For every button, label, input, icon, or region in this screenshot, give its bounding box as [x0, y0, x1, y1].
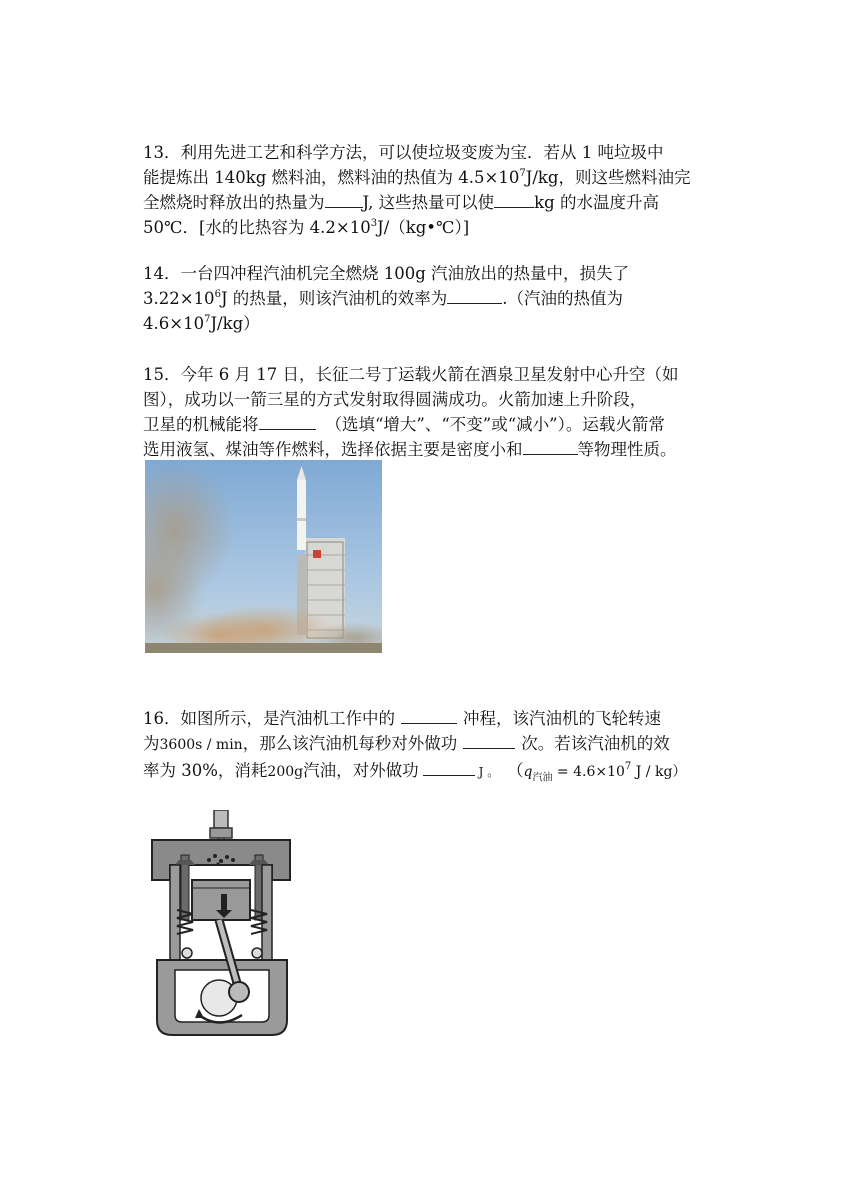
q13-text-4a: 50℃．[水的比热容为 4.2×10 [143, 218, 371, 237]
q15-text-3b: （选填“增大”、“不变”或“减小”）。运载火箭常 [325, 415, 665, 434]
four-stroke-engine-illustration [147, 810, 297, 1040]
q13-line-3 [143, 190, 733, 215]
q16-text-2a: 为 [143, 734, 160, 753]
q16-exponent: 7 [624, 761, 632, 772]
q15-line-2 [143, 387, 743, 412]
q16-speed: 3600s / min [159, 737, 243, 753]
question-16 [143, 706, 743, 785]
q13-line-1 [143, 140, 733, 165]
q15-text-2: 图），成功以一箭三星的方式发射取得圆满成功。火箭加速上升阶段， [143, 390, 647, 409]
q15-line-4 [143, 437, 743, 462]
q13-text-4b: J/（kg•℃）] [377, 218, 470, 237]
engine-diagram [147, 810, 297, 1040]
question-13 [143, 140, 733, 240]
q16-line-1 [143, 706, 743, 731]
q14-line-2 [143, 286, 733, 311]
q16-text-3g: J / kg） [631, 764, 687, 780]
q13-text-2: 能提炼出 140kg 燃料油，燃料油的热值为 4.5×10 [143, 168, 520, 187]
q16-text-3f: = 4.6×10 [552, 764, 625, 780]
q16-mass: 200g [267, 764, 304, 780]
question-15 [143, 362, 743, 462]
q14-text-3b: J/kg） [210, 314, 260, 333]
q13-line-2 [143, 165, 733, 190]
q15-blank-property[interactable] [523, 437, 578, 455]
q14-line-3 [143, 311, 733, 336]
q15-text-1: 15．今年 6 月 17 日，长征二号丁运载火箭在酒泉卫星发射中心升空（如 [143, 365, 679, 384]
q14-text-2c: .（汽油的热值为 [502, 289, 624, 308]
q16-text-2c: ，那么该汽油机每秒对外做功 [242, 734, 458, 753]
q13-text-1: 13．利用先进工艺和科学方法，可以使垃圾变废为宝．若从 1 吨垃圾中 [143, 143, 664, 162]
q13-blank-mass[interactable] [494, 190, 534, 208]
q16-text-3a: 率为 30%，消耗 [143, 761, 268, 780]
q13-text-2b: J/kg，则这些燃料油完 [525, 168, 691, 187]
q14-exponent-2: 7 [204, 314, 211, 325]
q16-blank-stroke[interactable] [401, 706, 457, 724]
q13-text-3a: 全燃烧时释放出的热量为 [143, 193, 325, 212]
q15-text-3a: 卫星的机械能将 [143, 415, 259, 434]
q13-text-3b: J, 这些热量可以使 [362, 193, 495, 212]
q16-symbol-sub: 汽油 [532, 772, 553, 784]
q16-blank-work-count[interactable] [463, 731, 515, 749]
q15-line-1 [143, 362, 743, 387]
q13-text-3c: kg 的水温度升高 [534, 193, 659, 212]
q16-text-1b: 冲程，该汽油机的飞轮转速 [463, 709, 661, 728]
q16-blank-work[interactable] [423, 758, 475, 776]
q13-line-4 [143, 215, 733, 240]
q14-blank-efficiency[interactable] [447, 286, 502, 304]
q16-text-3d: J 。 [478, 765, 500, 779]
q16-line-3 [143, 758, 743, 785]
q16-text-3c: 汽油，对外做功 [303, 761, 419, 780]
rocket-launch-photo [145, 460, 382, 653]
q14-text-1: 14．一台四冲程汽油机完全燃烧 100g 汽油放出的热量中，损失了 [143, 264, 630, 283]
q15-text-4a: 选用液氢、煤油等作燃料，选择依据主要是密度小和 [143, 440, 523, 459]
rocket-launch-illustration [145, 460, 382, 653]
q15-text-4b: 等物理性质。 [577, 440, 677, 459]
q13-exponent-2: 3 [370, 218, 378, 229]
q15-blank-energy[interactable] [259, 412, 316, 430]
q16-line-2 [143, 731, 743, 758]
q15-line-3 [143, 412, 743, 437]
q14-text-2a: 3.22×10 [143, 289, 215, 308]
q14-text-2b: J 的热量，则该汽油机的效率为 [220, 289, 448, 308]
q14-text-3a: 4.6×10 [143, 314, 205, 333]
q13-blank-heat[interactable] [325, 190, 363, 208]
q14-exponent-1: 6 [214, 289, 221, 300]
q14-line-1 [143, 261, 733, 286]
q16-paren-open: （ [515, 761, 524, 780]
q16-text-2d: 次。若该汽油机的效 [521, 734, 670, 753]
q16-text-1a: 16．如图所示，是汽油机工作中的 [143, 709, 395, 728]
q16-symbol-q: q [523, 764, 533, 780]
question-14 [143, 261, 733, 336]
q13-exponent-1: 7 [519, 168, 526, 179]
